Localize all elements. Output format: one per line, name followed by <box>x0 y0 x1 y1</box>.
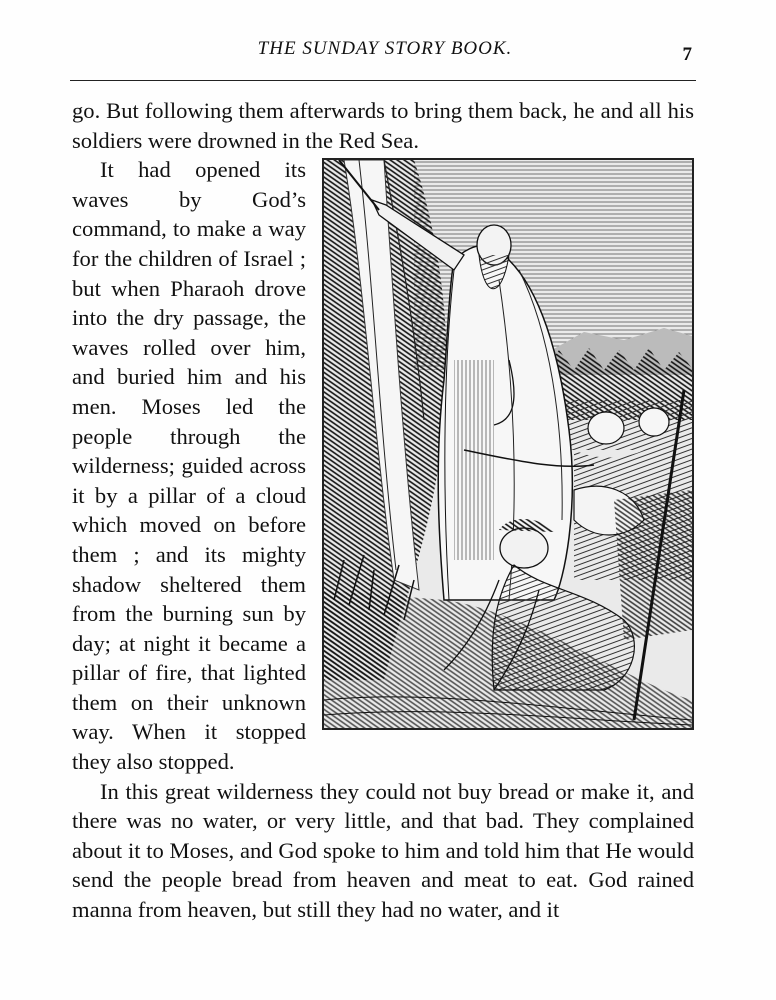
paragraph-1: go. But following them afterwards to bring them back, he and all his soldiers were drowned in the Red Sea. <box>72 98 694 153</box>
engraving-illustration <box>324 160 692 728</box>
running-title: THE SUNDAY STORY BOOK. <box>257 38 513 59</box>
body-text <box>72 96 694 925</box>
paragraph-3: In this great wilderness they could not buy bread or make it, and there was no water, or very little, and that bad. They complained about it to Moses, and God spoke to him and told him that He would send the people bread from heaven and meat to eat. God rained manna from heaven, but still they had no water, and it <box>72 778 694 923</box>
illustration-moses-parting-sea <box>322 158 694 730</box>
page-number: 7 <box>682 44 692 65</box>
header-rule <box>70 80 696 81</box>
page-header <box>70 38 700 80</box>
paragraph-2: It had opened its waves by God’s command, to make a way for the children of Israel ; but when Pharaoh drove into the dry passage, the waves rolled over him, and buried him and his men. Moses led the people through the wilderness; guided across it by a pillar of a cloud which moved on before them ; and its mighty shadow sheltered them from the burning sun by day; at night it became a pillar of fire, that lighted them on their unknown way. When it stopped they also stopped. <box>72 157 306 775</box>
